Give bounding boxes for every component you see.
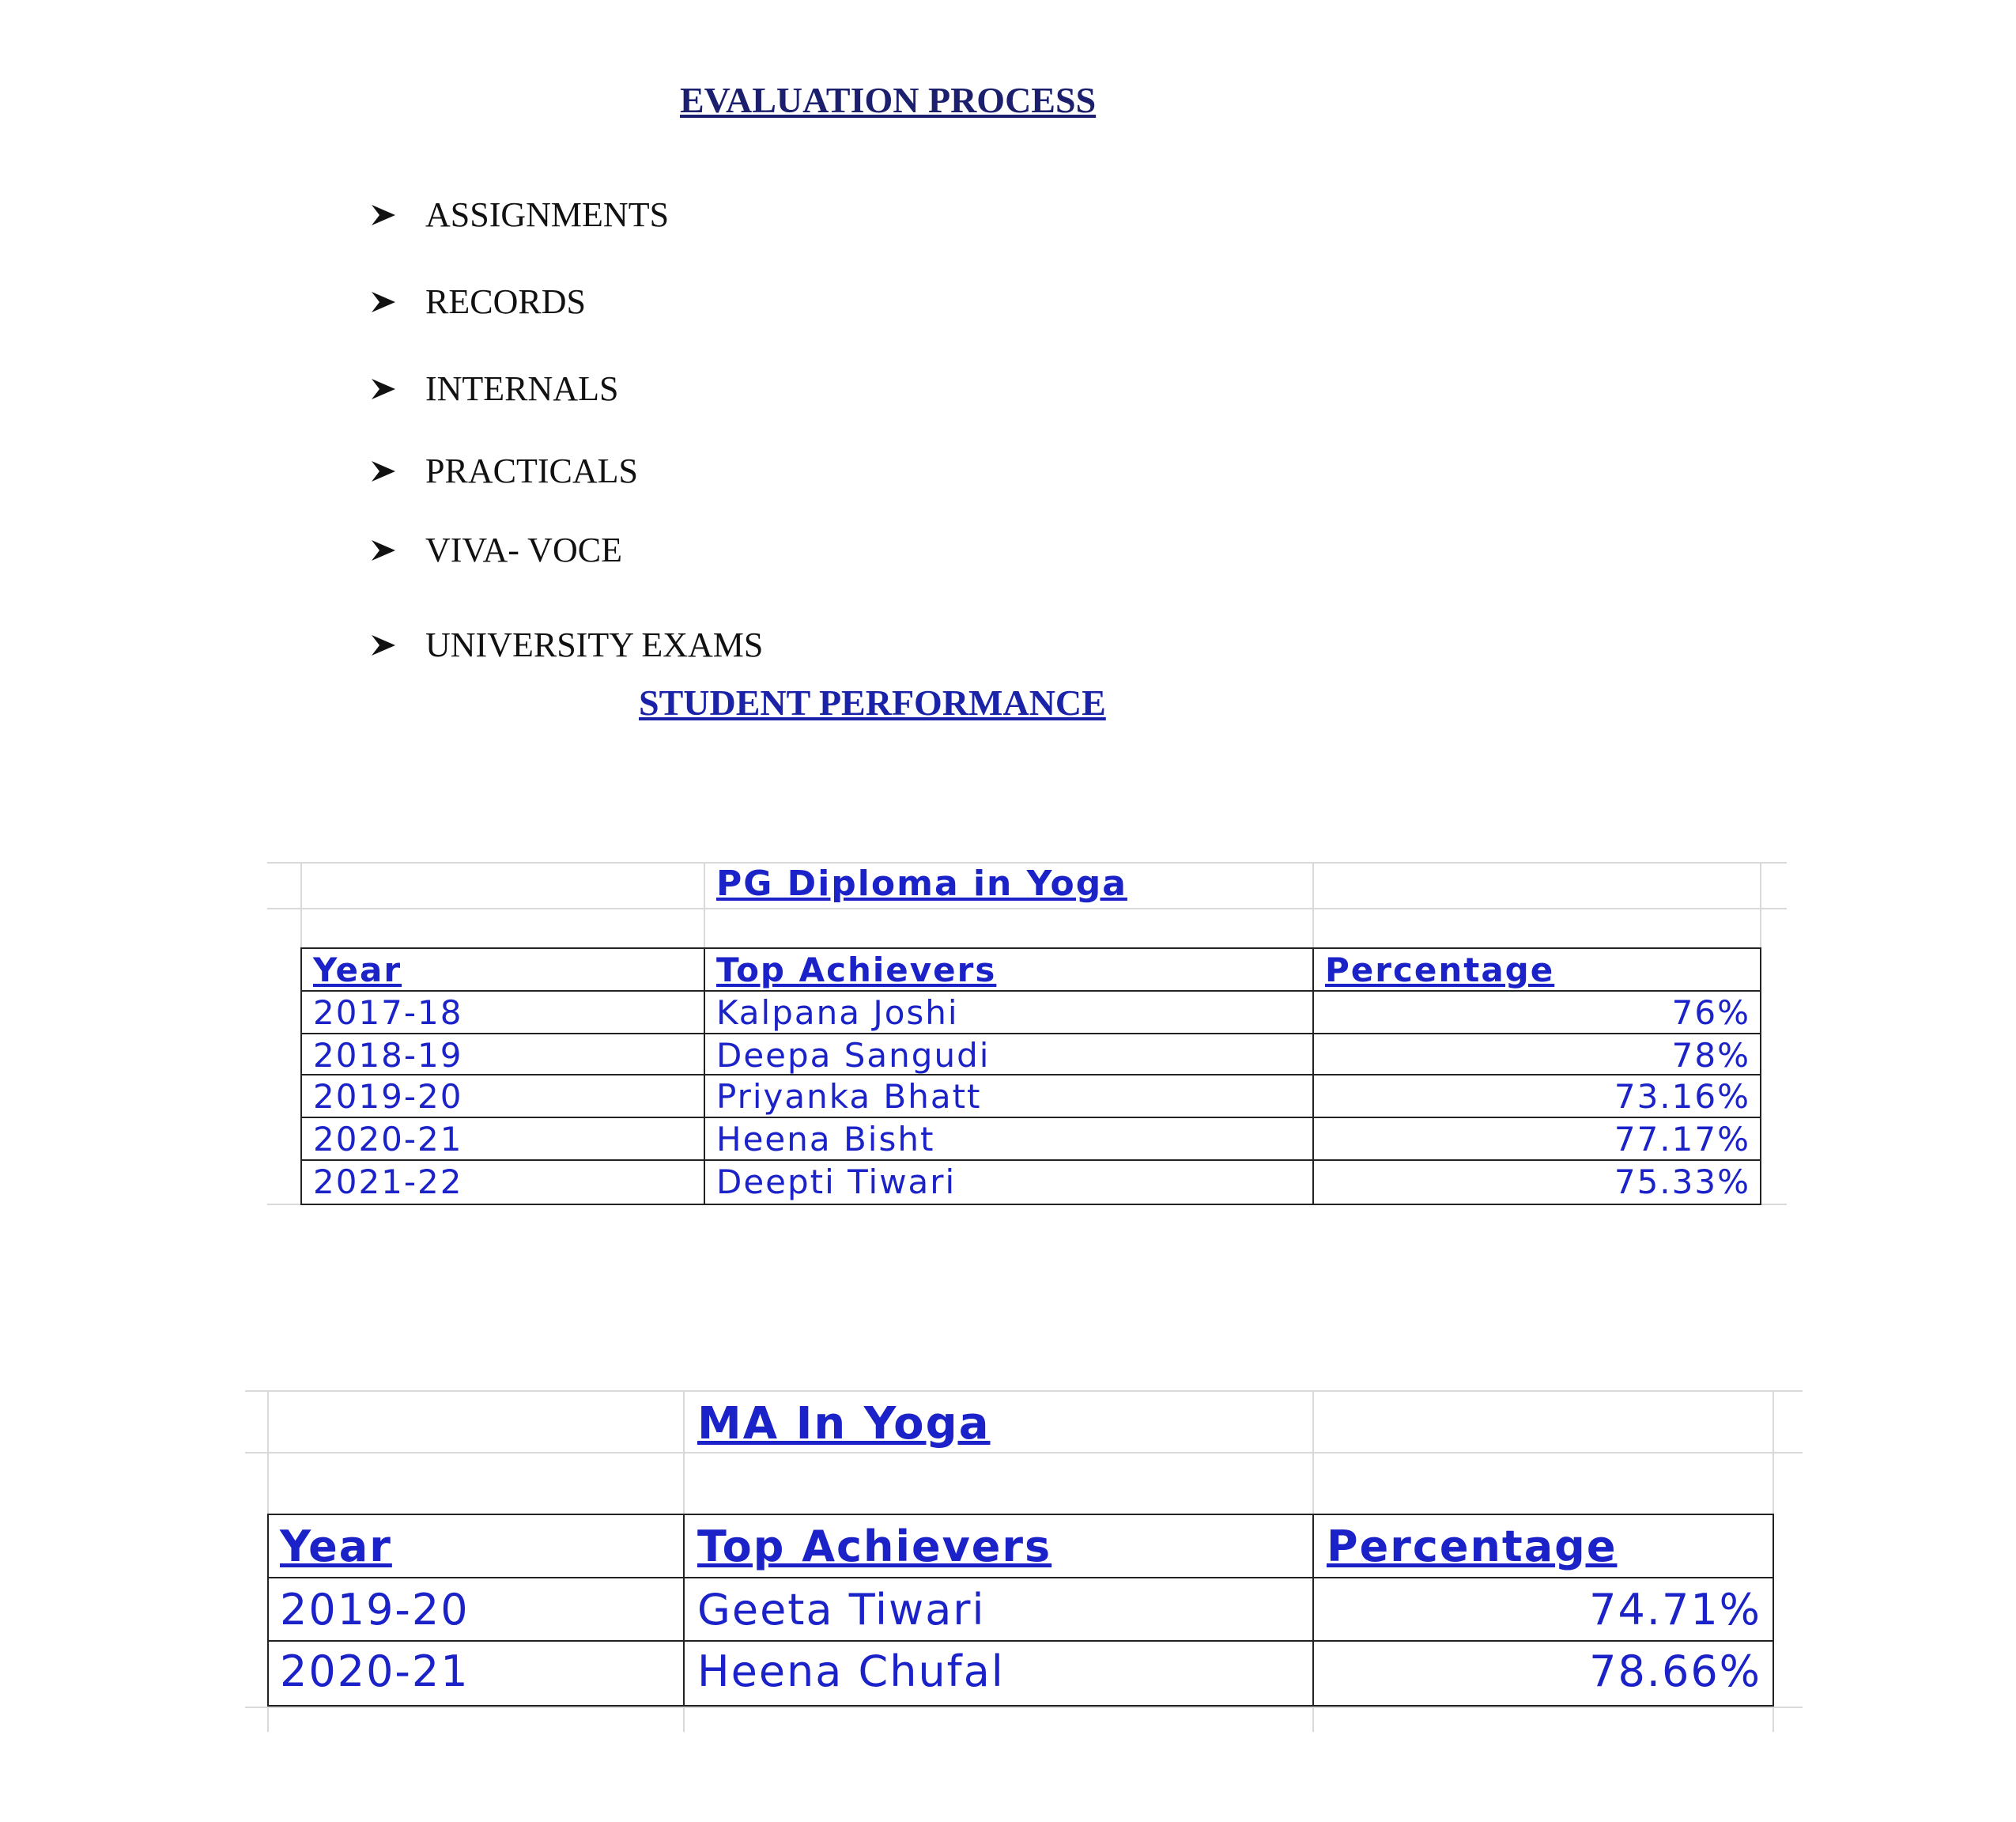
table-cell-year: 2019-20 xyxy=(280,1585,470,1635)
table-cell-name: Geeta Tiwari xyxy=(697,1585,986,1635)
list-item xyxy=(370,195,669,235)
column-header-percentage: Percentage xyxy=(1325,951,1555,989)
table-cell-year: 2021-22 xyxy=(313,1162,463,1201)
column-header-percentage: Percentage xyxy=(1327,1521,1618,1571)
list-item xyxy=(370,451,638,491)
ma-yoga-table xyxy=(245,1390,1803,1732)
table-cell-year: 2017-18 xyxy=(313,993,463,1032)
list-item xyxy=(370,369,618,409)
table-cell-year: 2020-21 xyxy=(280,1646,470,1696)
table-cell-percentage: 73.16% xyxy=(1614,1077,1750,1116)
pg-diploma-table xyxy=(267,862,1787,1205)
table-cell-name: Heena Chufal xyxy=(697,1646,1005,1696)
list-item-label: UNIVERSITY EXAMS xyxy=(425,626,764,664)
list-item xyxy=(370,282,586,322)
list-item xyxy=(370,625,763,665)
table-cell-name: Deepa Sangudi xyxy=(716,1036,991,1075)
column-header-year: Year xyxy=(313,951,402,989)
arrow-bullet-icon xyxy=(370,537,425,564)
table-cell-percentage: 74.71% xyxy=(1589,1585,1761,1635)
column-header-top-achievers: Top Achievers xyxy=(716,951,997,989)
column-header-top-achievers: Top Achievers xyxy=(697,1521,1052,1571)
table-cell-name: Heena Bisht xyxy=(716,1120,935,1159)
list-item-label: VIVA- VOCE xyxy=(425,531,622,569)
list-item xyxy=(370,530,622,570)
table-cell-year: 2020-21 xyxy=(313,1120,463,1159)
table-cell-percentage: 75.33% xyxy=(1614,1162,1750,1201)
table-cell-percentage: 76% xyxy=(1671,993,1750,1032)
table-cell-name: Kalpana Joshi xyxy=(716,993,959,1032)
arrow-bullet-icon xyxy=(370,202,425,229)
ma-yoga-title: MA In Yoga xyxy=(697,1398,991,1450)
list-item-label: ASSIGNMENTS xyxy=(425,195,670,234)
list-item-label: RECORDS xyxy=(425,282,586,321)
arrow-bullet-icon xyxy=(370,289,425,316)
table-cell-name: Priyanka Bhatt xyxy=(716,1077,982,1116)
evaluation-list xyxy=(370,0,1319,680)
table-cell-year: 2018-19 xyxy=(313,1036,463,1075)
arrow-bullet-icon xyxy=(370,458,425,485)
table-cell-year: 2019-20 xyxy=(313,1077,463,1116)
list-item-label: PRACTICALS xyxy=(425,452,638,490)
list-item-label: INTERNALS xyxy=(425,369,619,408)
arrow-bullet-icon xyxy=(370,632,425,659)
table-cell-percentage: 78% xyxy=(1671,1036,1750,1075)
table-cell-name: Deepti Tiwari xyxy=(716,1162,957,1201)
column-header-year: Year xyxy=(280,1521,392,1571)
table-cell-percentage: 78.66% xyxy=(1589,1646,1761,1696)
table-cell-percentage: 77.17% xyxy=(1614,1120,1750,1159)
performance-title: STUDENT PERFORMANCE xyxy=(639,682,1106,723)
evaluation-title: EVALUATION PROCESS xyxy=(680,80,1097,120)
pg-diploma-title: PG Diploma in Yoga xyxy=(716,864,1127,904)
arrow-bullet-icon xyxy=(370,376,425,403)
